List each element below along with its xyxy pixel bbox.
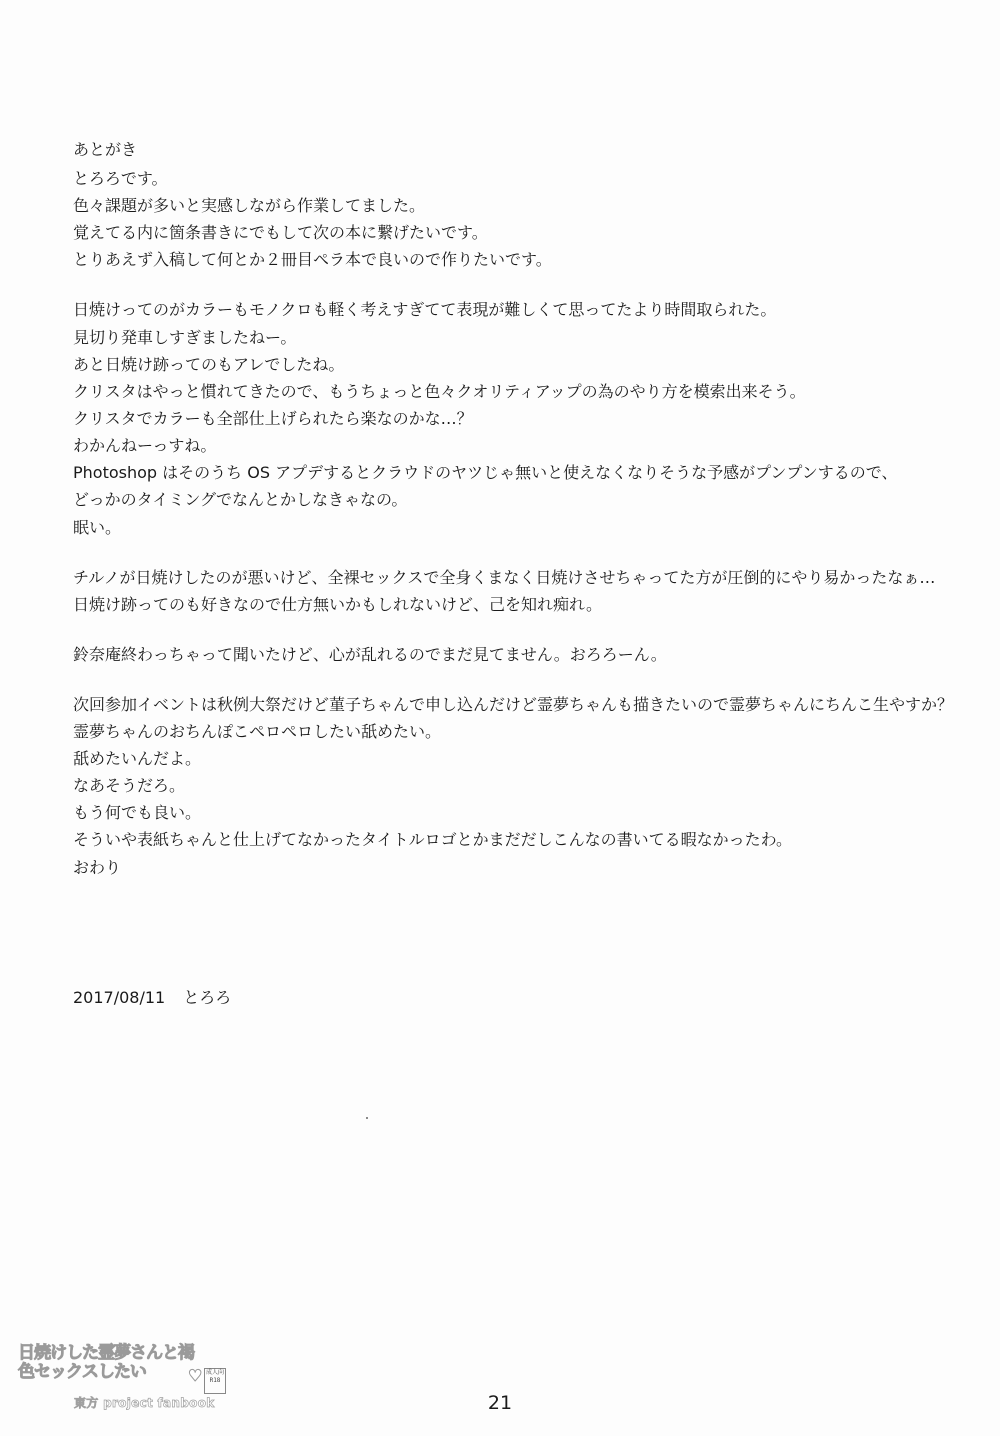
signature-author: とろろ [183, 988, 232, 1007]
signature-date: 2017/08/11 [73, 988, 166, 1007]
text-line: 日焼け跡ってのも好きなので仕方無いかもしれないけど、己を知れ痴れ。 [73, 594, 602, 614]
text-line: クリスタでカラーも全部仕上げられたら楽なのかな…？ [73, 408, 473, 428]
signature-line [73, 987, 231, 1009]
text-line: わかんねーっすね。 [73, 436, 217, 456]
text-line: そういや表紙ちゃんと仕上げてなかったタイトルロゴとかまだだしこんなの書いてる暇なかったわ。 [73, 830, 793, 850]
text-line: もう何でも良い。 [73, 803, 202, 823]
text-line: おわり [73, 857, 122, 877]
afterword-body [73, 168, 973, 884]
page-number: 21 [487, 1392, 513, 1414]
text-line: とろろです。 [73, 169, 168, 188]
text-line: どっかのタイミングでなんとかしなきゃなの。 [73, 490, 408, 510]
text-line: なあそうだろ。 [73, 776, 186, 796]
paper-speck [366, 1117, 368, 1119]
text-line: 眠い。 [73, 517, 122, 537]
afterword-heading: あとがき [73, 140, 138, 159]
text-line: Photoshop はそのうち OS アプデするとクラウドのヤツじゃ無いと使えなくなりそうな予感がプンプンするので、 [73, 463, 898, 483]
text-line: クリスタはやっと慣れてきたので、もうちょっと色々クオリティアップの為のやり方を模索出来そう。 [73, 381, 806, 401]
text-line: あと日焼け跡ってのもアレでしたね。 [73, 354, 345, 374]
text-line: 色々課題が多いと実感しながら作業してました。 [73, 196, 426, 216]
text-line: 鈴奈庵終わっちゃって聞いたけど、心が乱れるのでまだ見てません。おろろーん。 [73, 644, 667, 664]
heart-icon: ♥ [188, 1366, 203, 1385]
text-line: 日焼けってのがカラーもモノクロも軽く考えすぎてて表現が難しくて思ってたより時間取られた。 [73, 300, 777, 320]
title-logo [18, 1344, 268, 1414]
text-line: とりあえず入稿して何とか２冊目ペラ本で良いので作りたいです。 [73, 250, 552, 270]
text-line: 霊夢ちゃんのおちんぽこペロペロしたい舐めたい。 [73, 721, 442, 741]
text-line: 次回参加イベントは秋例大祭だけど菫子ちゃんで申し込んだけど霊夢ちゃんも描きたいので霊夢ちゃんにちんこ生やすか？ [73, 694, 954, 714]
rating-mark: 成人向 R18 [204, 1368, 226, 1394]
text-line: 見切り発車しすぎましたねー。 [73, 327, 297, 347]
text-line: 舐めたいんだよ。 [73, 748, 202, 768]
logo-subtitle: 東方 project fanbook [74, 1396, 215, 1410]
logo-title-text: 日焼けした霊夢さんと褐色セックスしたい [18, 1343, 194, 1382]
text-line: 覚えてる内に箇条書きにでもして次の本に繋げたいです。 [73, 223, 488, 243]
text-line: チルノが日焼けしたのが悪いけど、全裸セックスで全身くまなく日焼けさせちゃってた方が圧倒的にやり易かったなぁ… [73, 567, 936, 587]
